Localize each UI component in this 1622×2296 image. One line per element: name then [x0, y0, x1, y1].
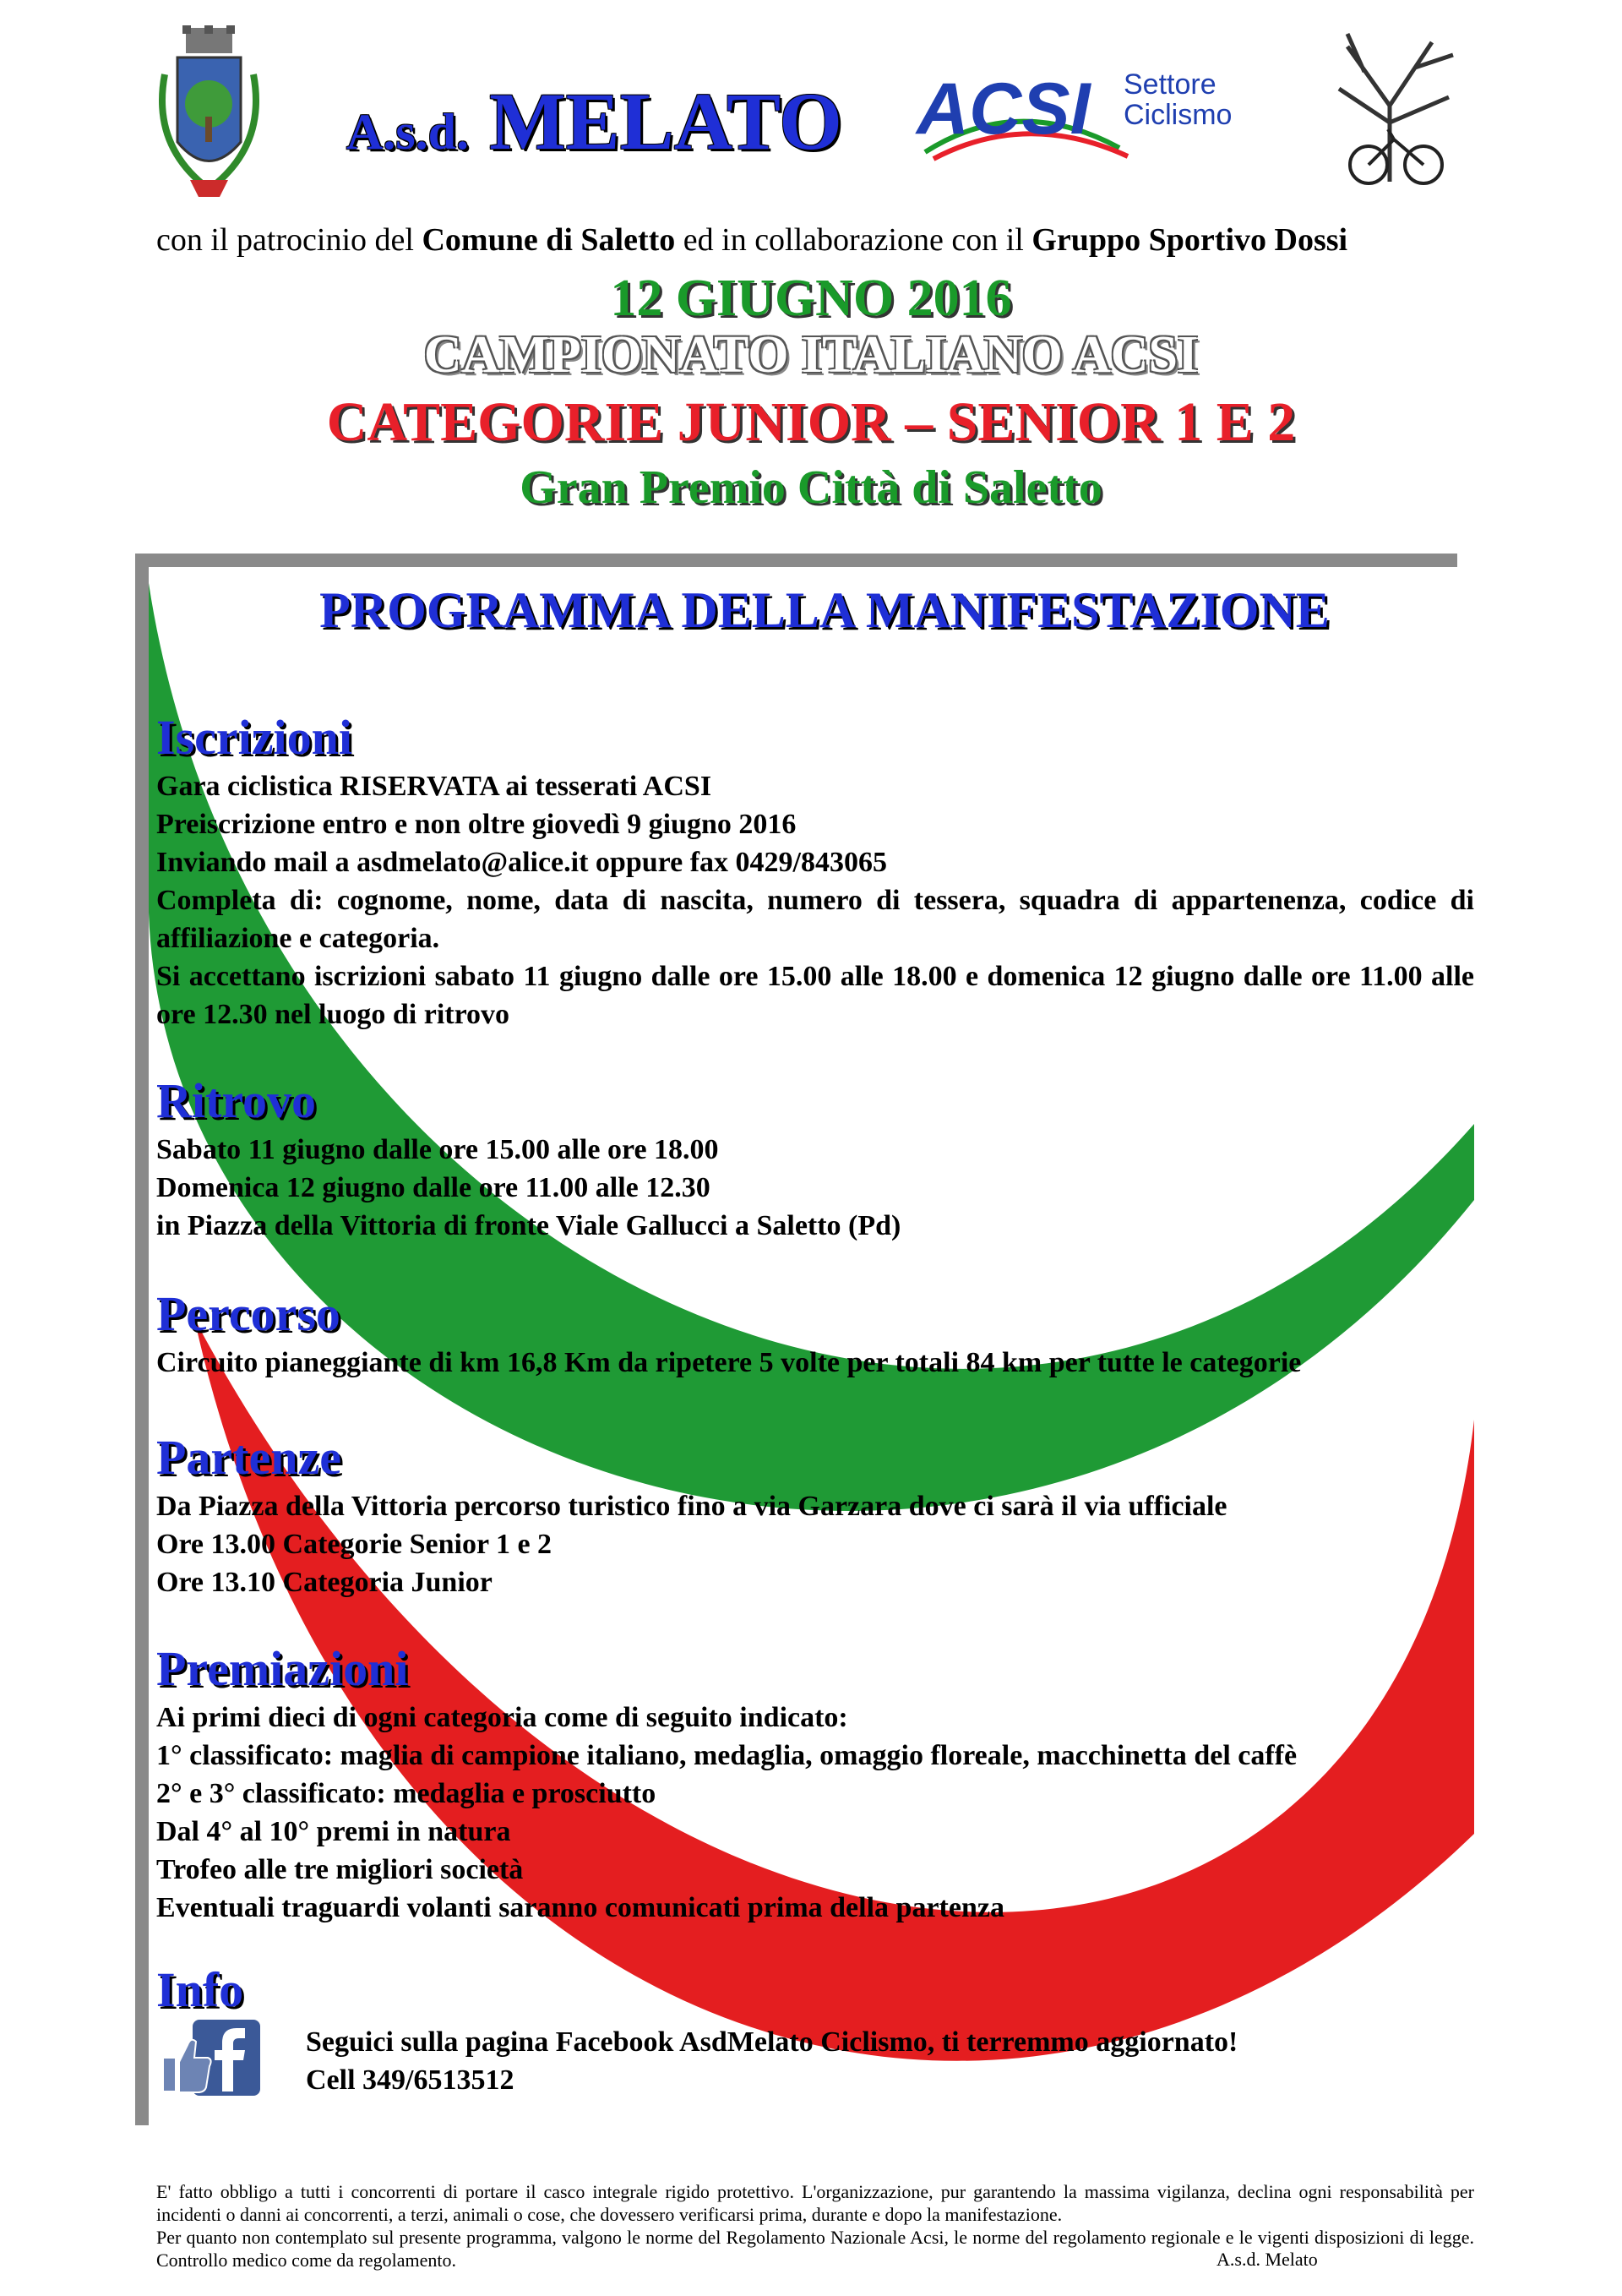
club-title: A.s.d. MELATO [346, 76, 842, 166]
premiazioni-line: Dal 4° al 10° premi in natura [156, 1816, 511, 1847]
section-partenze [156, 1428, 1474, 1601]
acsi-sector-line2: Ciclismo [1124, 99, 1233, 131]
programma-title: PROGRAMMA DELLA MANIFESTAZIONE [319, 582, 1330, 638]
premiazioni-line: Eventuali traguardi volanti saranno comunicati prima della partenza [156, 1892, 1004, 1923]
gs-dossi-logo-icon [1314, 30, 1466, 199]
percorso-line: Circuito pianeggiante di km 16,8 Km da ripetere 5 volte per totali 84 km per tutte le categorie [156, 1347, 1302, 1378]
section-premiazioni [156, 1639, 1474, 1927]
iscrizioni-heading: Iscrizioni [156, 710, 352, 765]
info-facebook-line: Seguici sulla pagina Facebook AsdMelato Ciclismo, ti terremmo aggiornato! [306, 2026, 1238, 2058]
disclaimer-paragraph: Per quanto non contemplato sul presente programma, valgono le norme del Regolamento Nazionale Acsi, le norme del regolamento regionale e le vigenti disposizioni di legge. Controllo medico come da regolamento. [156, 2227, 1474, 2271]
partenze-heading: Partenze [156, 1430, 341, 1485]
section-iscrizioni [156, 708, 1474, 1033]
partenze-line: Ore 13.10 Categoria Junior [156, 1567, 493, 1598]
frame-top-border [135, 554, 1457, 567]
iscrizioni-line: Si accettano iscrizioni sabato 11 giugno dalle ore 15.00 alle 18.00 e domenica 12 giugno dalle ore 11.00 alle ore 12.30 nel luogo di ritrovo [156, 961, 1474, 1030]
facebook-like-icon[interactable] [159, 2020, 260, 2096]
premiazioni-line: Ai primi dieci di ogni categoria come di seguito indicato: [156, 1702, 848, 1733]
ritrovo-line: Domenica 12 giugno dalle ore 11.00 alle 12.30 [156, 1172, 710, 1203]
percorso-heading: Percorso [156, 1286, 340, 1341]
ritrovo-line: Sabato 11 giugno dalle ore 15.00 alle ore 18.00 [156, 1134, 719, 1165]
iscrizioni-line: Gara ciclistica RISERVATA ai tesserati ACSI [156, 771, 712, 802]
info-phone-line: Cell 349/6513512 [306, 2064, 514, 2096]
grand-prix-title: Gran Premio Città di Saletto [520, 461, 1102, 514]
section-ritrovo [156, 1072, 1474, 1245]
premiazioni-heading: Premiazioni [156, 1641, 409, 1696]
premiazioni-line: 1° classificato: maglia di campione italiano, medaglia, omaggio floreale, macchinetta del caffè [156, 1740, 1298, 1771]
iscrizioni-line: Inviando mail a asdmelato@alice.it oppure fax 0429/843065 [156, 847, 887, 878]
iscrizioni-line: Completa di: cognome, nome, data di nascita, numero di tessera, squadra di appartenenza, codice di affiliazione e categoria. [156, 885, 1474, 954]
acsi-logo: ACSI Settore Ciclismo [917, 68, 1255, 169]
categories-title: CATEGORIE JUNIOR – SENIOR 1 E 2 [326, 391, 1296, 453]
event-date: 12 GIUGNO 2016 [610, 270, 1012, 327]
frame-left-border [135, 554, 149, 2125]
ritrovo-heading: Ritrovo [156, 1073, 317, 1128]
ritrovo-line: in Piazza della Vittoria di fronte Viale Gallucci a Saletto (Pd) [156, 1210, 901, 1241]
comune-crest-icon [152, 24, 266, 205]
premiazioni-line: Trofeo alle tre migliori società [156, 1854, 524, 1885]
premiazioni-line: 2° e 3° classificato: medaglia e prosciutto [156, 1778, 656, 1809]
info-heading: Info [156, 1962, 244, 2017]
partenze-line: Da Piazza della Vittoria percorso turistico fino a via Garzara dove ci sarà il via ufficiale [156, 1491, 1227, 1522]
section-info [156, 1961, 1474, 2020]
acsi-sector-line1: Settore [1124, 68, 1216, 101]
disclaimer-signature: A.s.d. Melato [1216, 2249, 1318, 2270]
disclaimer-paragraph: E' fatto obbligo a tutti i concorrenti di portare il casco integrale rigido protettivo. L'organizzazione, pur garantendo la massima vigilanza, declina ogni responsabilità per incidenti o danni ai concorrenti, a terzi, animali o cose, che dovessero verificarsi prima, durante e dopo la manifestazione. [156, 2181, 1474, 2225]
championship-title: CAMPIONATO ITALIANO ACSI [423, 326, 1199, 384]
iscrizioni-line: Preiscrizione entro e non oltre giovedì 9 giugno 2016 [156, 809, 797, 840]
partenze-line: Ore 13.00 Categorie Senior 1 e 2 [156, 1529, 552, 1560]
section-percorso [156, 1284, 1474, 1382]
patrocinio-line: con il patrocinio del Comune di Saletto ed in collaborazione con il Gruppo Sportivo Dossi [156, 222, 1348, 258]
